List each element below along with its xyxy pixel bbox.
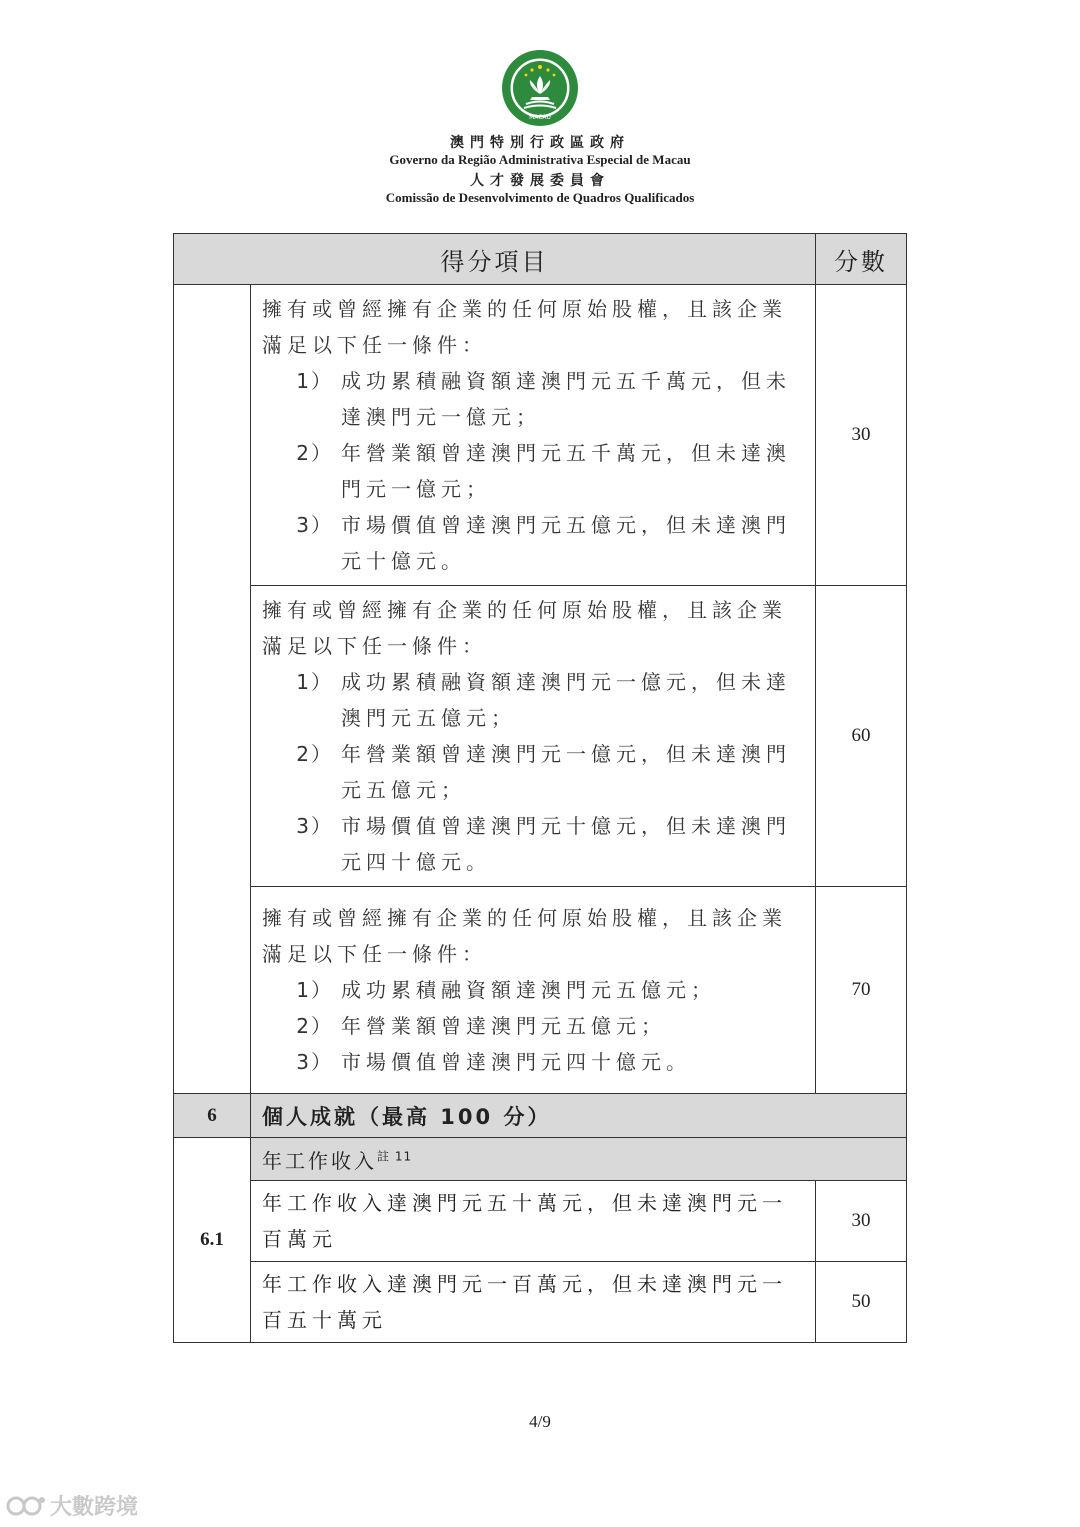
table-row: [174, 285, 907, 586]
criteria-intro: 擁有或曾經擁有企業的任何原始股權，且該企業滿足以下任一條件：: [262, 598, 787, 658]
watermark-text: 大數跨境: [50, 1495, 139, 1520]
criteria-cell: [251, 285, 816, 586]
score-table: [173, 233, 907, 1343]
page-number: 4/9: [529, 1412, 551, 1431]
macau-emblem-icon: [500, 48, 580, 128]
list-item: 2） 年營業額曾達澳門元一億元，但未達澳門元五億元；: [296, 742, 791, 802]
subsection-title: 年工作收入: [262, 1148, 377, 1173]
income-criteria: 年工作收入達澳門元五十萬元，但未達澳門元一百萬元: [251, 1181, 816, 1262]
table-row: [174, 1181, 907, 1262]
score-value: 50: [816, 1262, 907, 1343]
score-value: 60: [816, 586, 907, 887]
criteria-cell: [251, 586, 816, 887]
list-item: 3） 市場價值曾達澳門元五億元，但未達澳門元十億元。: [296, 513, 791, 573]
col-header-score: 分數: [816, 234, 907, 285]
committee-name-pt: Comissão de Desenvolvimento de Quadros Qualificados: [385, 190, 695, 205]
list-item: 1） 成功累積融資額達澳門元一億元，但未達澳門元五億元；: [296, 670, 791, 730]
list-item: 3） 市場價值曾達澳門元十億元，但未達澳門元四十億元。: [296, 814, 791, 874]
criteria-intro: 擁有或曾經擁有企業的任何原始股權，且該企業滿足以下任一條件：: [262, 906, 787, 966]
criteria-intro: 擁有或曾經擁有企業的任何原始股權，且該企業滿足以下任一條件：: [262, 297, 787, 357]
criteria-cell: [251, 887, 816, 1094]
table-row: [174, 1262, 907, 1343]
table-row: [174, 887, 907, 1094]
list-item: 1） 成功累積融資額達澳門元五千萬元，但未達澳門元一億元；: [296, 369, 791, 429]
watermark: [6, 1490, 138, 1521]
subsection-number: 6.1: [174, 1138, 251, 1343]
list-item: 2） 年營業額曾達澳門元五千萬元，但未達澳門元一億元；: [296, 441, 791, 501]
score-value: 70: [816, 887, 907, 1094]
table-row: [174, 586, 907, 887]
section-row: [174, 1094, 907, 1138]
section-title: 個人成就（最高 100 分）: [251, 1094, 907, 1138]
col-header-item: 得分項目: [174, 234, 816, 285]
svg-text:MACAU: MACAU: [529, 114, 551, 121]
section-number: 6: [174, 1094, 251, 1138]
score-value: 30: [816, 1181, 907, 1262]
list-item: 1） 成功累積融資額達澳門元五億元；: [296, 978, 716, 1002]
footnote-ref: 註 11: [377, 1148, 413, 1163]
committee-name-zh: 人才發展委員會: [470, 173, 610, 189]
subsection-row: [174, 1138, 907, 1181]
empty-num-cell: [174, 285, 251, 1094]
score-value: 30: [816, 285, 907, 586]
income-criteria: 年工作收入達澳門元一百萬元，但未達澳門元一百五十萬元: [251, 1262, 816, 1343]
list-item: 2） 年營業額曾達澳門元五億元；: [296, 1014, 666, 1038]
table-header-row: [174, 234, 907, 285]
subsection-title-cell: [251, 1138, 907, 1181]
list-item: 3） 市場價值曾達澳門元四十億元。: [296, 1050, 691, 1074]
watermark-logo-icon: [6, 1494, 46, 1518]
gov-name-zh: 澳門特別行政區政府: [450, 135, 630, 151]
gov-name-pt: Governo da Região Administrativa Especial de Macau: [389, 152, 691, 167]
document-header: [0, 48, 1080, 206]
